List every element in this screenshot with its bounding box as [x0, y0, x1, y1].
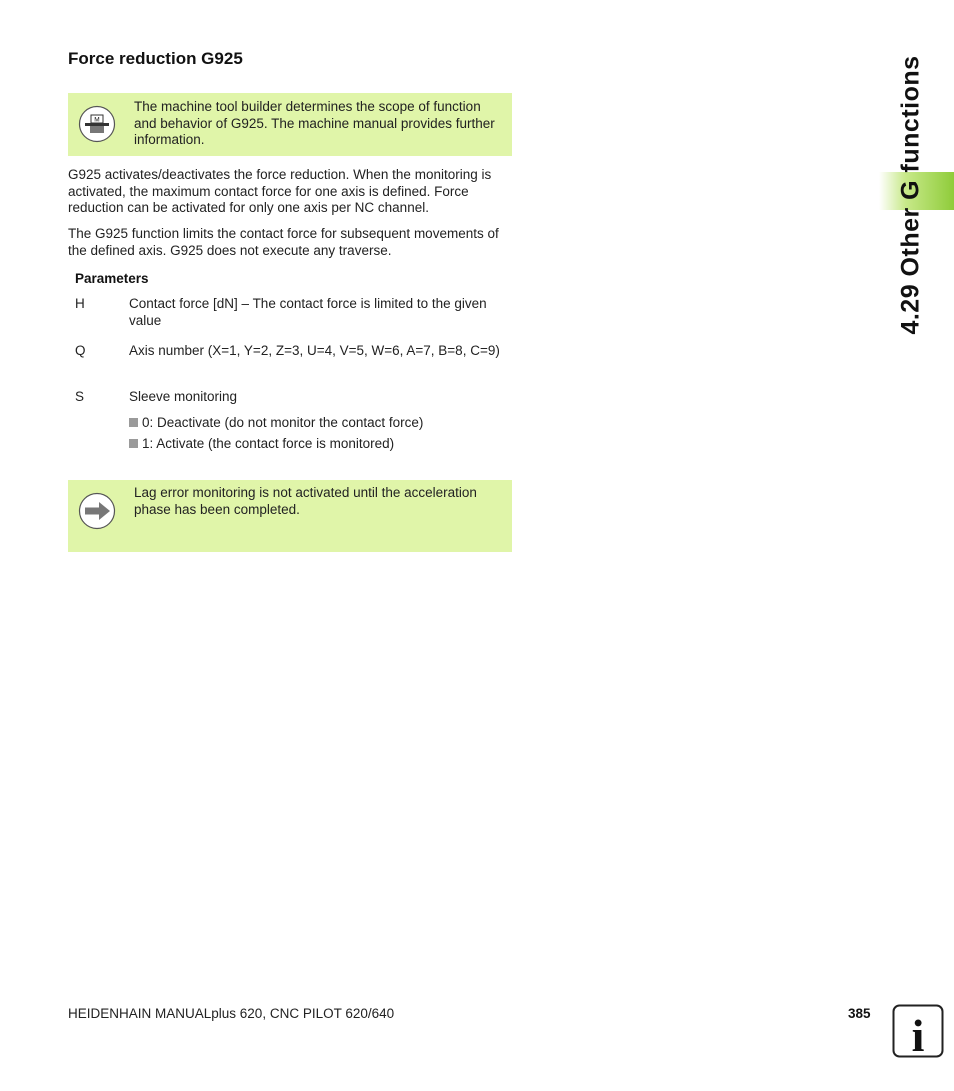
- param-desc-s: Sleeve monitoring: [129, 389, 238, 404]
- machine-icon-label: M: [94, 116, 100, 124]
- page-number: 385: [848, 1006, 871, 1021]
- chapter-title: 4.29 Other G functions: [896, 55, 925, 335]
- param-key-q: Q: [75, 343, 86, 358]
- info-icon-letter: i: [911, 1010, 925, 1058]
- bullet-square-icon: [129, 439, 138, 448]
- param-key-h: H: [75, 296, 85, 311]
- tip-note-box: [68, 480, 512, 552]
- page-title: Force reduction G925: [68, 49, 243, 68]
- s-option-activate-text: 1: Activate (the contact force is monitored): [142, 436, 395, 451]
- paragraph-limits: The G925 function limits the contact force for subsequent movements of the defined axis. G925 does not execute any traverse.: [68, 226, 499, 258]
- param-desc-q: Axis number (X=1, Y=2, Z=3, U=4, V=5, W=6, A=7, B=8, C=9): [129, 343, 500, 358]
- tip-note-text: Lag error monitoring is not activated until the acceleration phase has been completed.: [134, 485, 477, 517]
- machine-manual-icon: [78, 105, 116, 143]
- paragraph-activation: G925 activates/deactivates the force reduction. When the monitoring is activated, the maximum contact force for one axis is defined. Force reduction can be activated for only one axis per NC channel.: [68, 167, 492, 215]
- machine-note-box: [68, 93, 512, 156]
- info-icon: [892, 1004, 944, 1058]
- param-desc-h: Contact force [dN] – The contact force is limited to the given value: [129, 296, 487, 328]
- parameters-heading: Parameters: [75, 271, 149, 286]
- s-option-deactivate: [129, 415, 423, 430]
- param-key-s: S: [75, 389, 85, 404]
- s-option-activate: [129, 436, 394, 451]
- footer-manual-title: HEIDENHAIN MANUALplus 620, CNC PILOT 620/640: [68, 1006, 395, 1021]
- s-option-deactivate-text: 0: Deactivate (do not monitor the contact force): [142, 415, 424, 430]
- machine-note-text: The machine tool builder determines the scope of function and behavior of G925. The machine manual provides further information.: [134, 99, 495, 147]
- arrow-right-icon: [78, 492, 116, 530]
- bullet-square-icon: [129, 418, 138, 427]
